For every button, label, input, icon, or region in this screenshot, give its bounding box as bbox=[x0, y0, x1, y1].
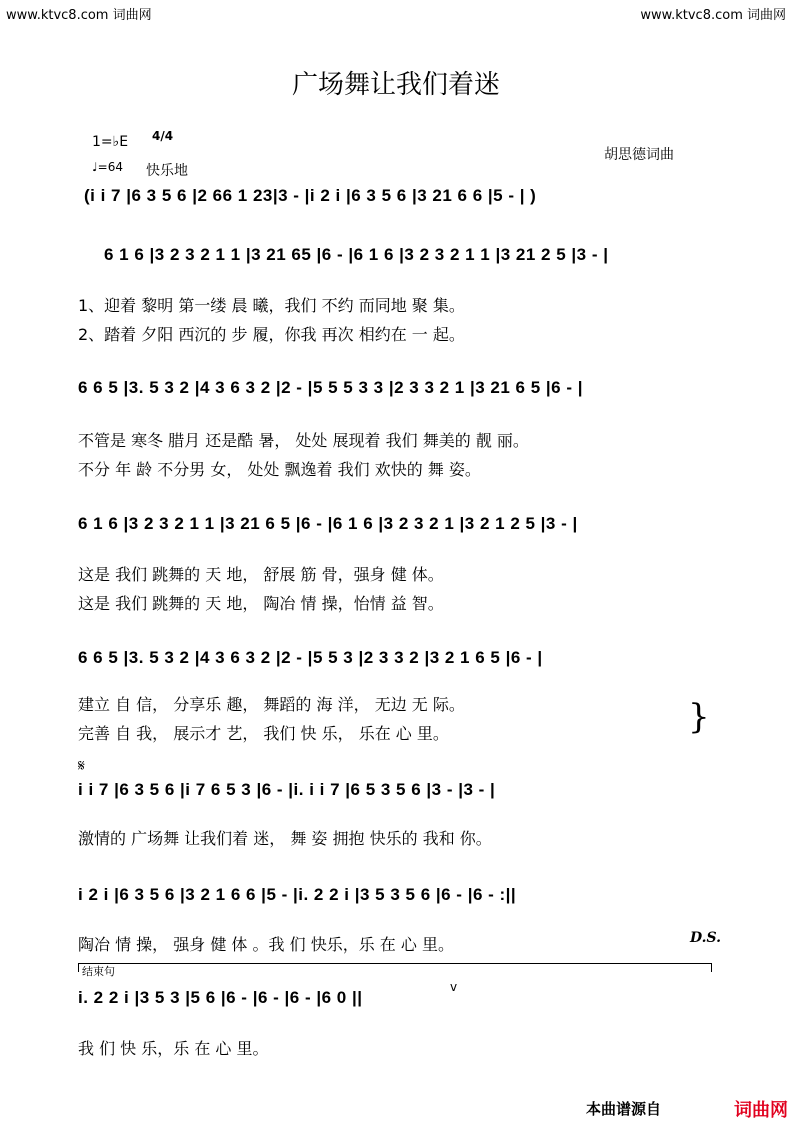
ending-bracket bbox=[78, 963, 712, 972]
tempo-marking: ♩=64 bbox=[92, 160, 123, 174]
header-site-right[interactable]: www.ktvc8.com 词曲网 bbox=[640, 8, 786, 23]
score-row-4: 6 1 6 |3 2 3 2 1 1 |3 21 6 5 |6 - |6 1 6 |3 2 3 2 1 |3 2 1 2 5 |3 - | bbox=[78, 514, 578, 533]
footer-source: 本曲谱源自 bbox=[586, 1100, 662, 1118]
score-row-3: 6 6 5 |3. 5 3 2 |4 3 6 3 2 |2 - |5 5 5 3 3 |2 3 3 2 1 |3 21 6 5 |6 - | bbox=[78, 378, 583, 397]
page-title: 广场舞让我们着迷 bbox=[291, 70, 500, 100]
score-row-8: i. 2 2 i |3 5 3 |5 6 |6 - |6 - |6 - |6 0 || bbox=[78, 988, 363, 1007]
verse-bracket: } bbox=[688, 697, 710, 737]
lyric-row-8: 我 们 快 乐，乐 在 心 里。 bbox=[78, 1039, 269, 1058]
segno-sign: 𝄋 bbox=[78, 756, 85, 775]
lyric-row-4-verse-1: 这是 我们 跳舞的 天 地， 舒展 筋 骨，强身 健 体。 bbox=[78, 565, 444, 584]
header-site-left[interactable]: www.ktvc8.com 词曲网 bbox=[6, 8, 152, 23]
score-row-7: i 2 i |6 3 5 6 |3 2 1 6 6 |5 - |i. 2 2 i |3 5 3 5 6 |6 - |6 - :|| bbox=[78, 885, 517, 904]
key-signature: 1=♭E bbox=[92, 134, 129, 150]
score-row-5: 6 6 5 |3. 5 3 2 |4 3 6 3 2 |2 - |5 5 3 |2 3 3 2 |3 2 1 6 5 |6 - | bbox=[78, 648, 543, 667]
score-row-2: 6 1 6 |3 2 3 2 1 1 |3 21 65 |6 - |6 1 6 |3 2 3 2 1 1 |3 21 2 5 |3 - | bbox=[104, 245, 609, 264]
time-signature: 4/4 bbox=[152, 129, 174, 143]
lyric-row-5-verse-1: 建立 自 信， 分享乐 趣， 舞蹈的 海 洋， 无边 无 际。 bbox=[78, 695, 465, 714]
score-row-6: i i 7 |6 3 5 6 |i 7 6 5 3 |6 - |i. i i 7 |6 5 3 5 6 |3 - |3 - | bbox=[78, 780, 496, 799]
ending-label: 结束句 bbox=[82, 965, 115, 978]
footer-brand-logo[interactable]: 词曲网 bbox=[734, 1100, 788, 1121]
lyric-row-3-verse-2: 不分 年 龄 不分男 女， 处处 飘逸着 我们 欢快的 舞 姿。 bbox=[78, 460, 481, 479]
lyric-row-3-verse-1: 不管是 寒冬 腊月 还是酷 暑， 处处 展现着 我们 舞美的 靓 丽。 bbox=[78, 431, 529, 450]
mood-marking: 快乐地 bbox=[146, 163, 188, 179]
breath-mark: v bbox=[450, 980, 458, 994]
lyric-row-6: 激情的 广场舞 让我们着 迷， 舞 姿 拥抱 快乐的 我和 你。 bbox=[78, 829, 492, 848]
credit-line: 胡思德词曲 bbox=[604, 147, 674, 163]
score-row-1: (i i 7 |6 3 5 6 |2 66 1 23|3 - |i 2 i |6 3 5 6 |3 21 6 6 |5 - | ) bbox=[84, 186, 537, 205]
lyric-row-2-verse-2: 2、踏着 夕阳 西沉的 步 履，你我 再次 相约在 一 起。 bbox=[78, 325, 465, 344]
lyric-row-5-verse-2: 完善 自 我， 展示才 艺， 我们 快 乐， 乐在 心 里。 bbox=[78, 724, 449, 743]
lyric-row-2-verse-1: 1、迎着 黎明 第一缕 晨 曦，我们 不约 而同地 聚 集。 bbox=[78, 296, 465, 315]
lyric-row-4-verse-2: 这是 我们 跳舞的 天 地， 陶冶 情 操，怡情 益 智。 bbox=[78, 594, 444, 613]
ds-marking: D.S. bbox=[690, 930, 722, 946]
lyric-row-7: 陶冶 情 操， 强身 健 体 。我 们 快乐，乐 在 心 里。 bbox=[78, 935, 454, 954]
